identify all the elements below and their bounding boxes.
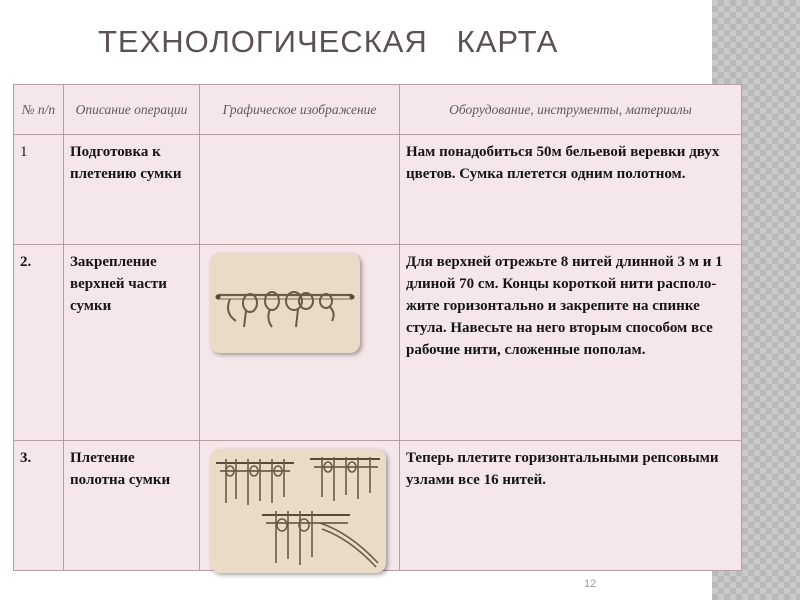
lark-head-knots-illustration — [210, 253, 360, 353]
page-number: 12 — [584, 578, 597, 590]
header-description: Описание операции — [64, 85, 200, 135]
header-equipment: Оборудование, инструменты, материалы — [400, 85, 742, 135]
row-graphic — [200, 441, 400, 571]
row-description: Плетение полотна сумки — [64, 441, 200, 571]
table-row — [14, 441, 742, 571]
page-title: ТЕХНОЛОГИЧЕСКАЯ КАРТА — [98, 24, 559, 59]
horizontal-knots-photo — [210, 449, 386, 573]
table-row — [14, 135, 742, 245]
row-description: Закрепление верхней части сумки — [64, 245, 200, 441]
row-description: Подготовка к плетению сумки — [64, 135, 200, 245]
row-graphic — [200, 245, 400, 441]
row-num: 1 — [14, 135, 64, 245]
lark-head-knots-photo — [210, 253, 360, 353]
row-equipment: Теперь плетите горизонтальными репсовыми узлами все 16 нитей. — [400, 441, 742, 571]
header-num: № п/п — [14, 85, 64, 135]
row-equipment: Нам понадобиться 50м бельевой веревки двух цветов. Сумка плетется одним полотном. — [400, 135, 742, 245]
header-graphic: Графическое изображение — [200, 85, 400, 135]
tech-card-table — [13, 84, 742, 571]
row-num: 2. — [14, 245, 64, 441]
row-equipment: Для верхней отрежьте 8 нитей длинной 3 м и 1 длиной 70 см. Концы короткой нити располо-жите горизонтально и закрепите на спинке стула. Навесьте на него вторым способом все рабочие нити, сложенные пополам. — [400, 245, 742, 441]
table-row — [14, 245, 742, 441]
row-graphic-empty — [200, 135, 400, 245]
table-header-row — [14, 85, 742, 135]
row-num: 3. — [14, 441, 64, 571]
horizontal-knots-illustration — [210, 449, 386, 573]
